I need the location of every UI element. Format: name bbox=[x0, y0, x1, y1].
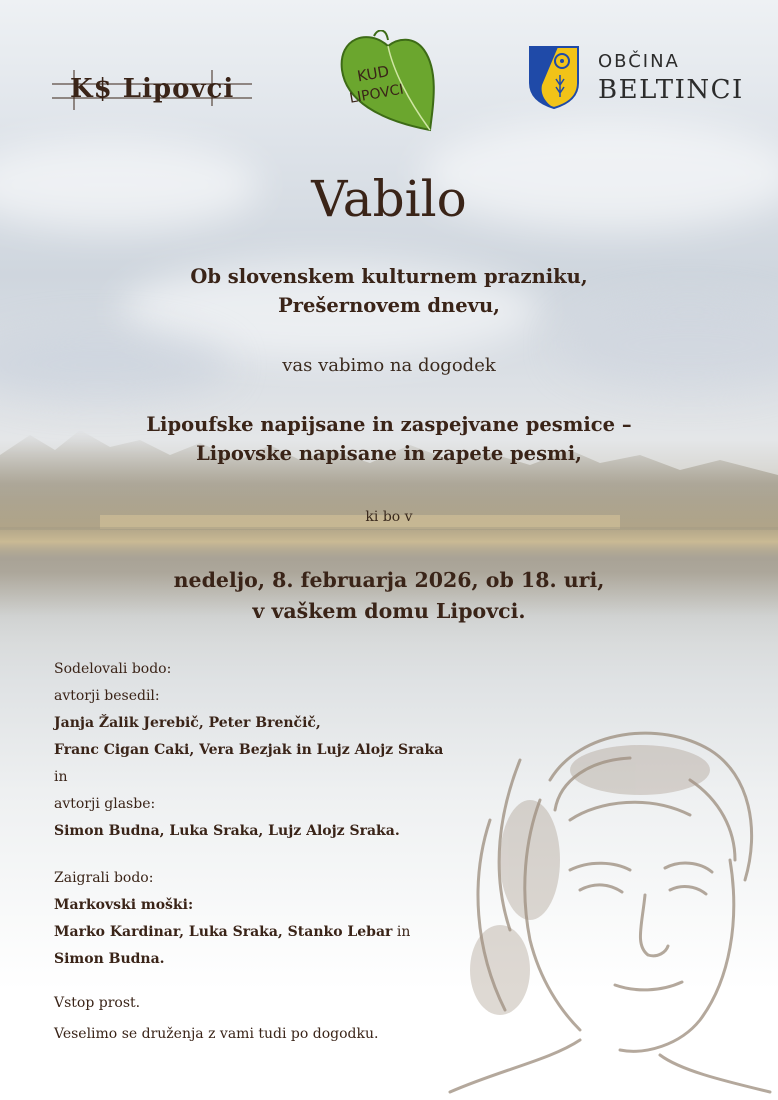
leaf-icon bbox=[338, 30, 438, 135]
invite-line: vas vabimo na dogodek bbox=[282, 355, 496, 376]
preseren-portrait-sketch bbox=[430, 720, 778, 1100]
closing-note: Veselimo se druženja z vami tudi po dogodku. bbox=[54, 1026, 379, 1042]
members-line-2: Simon Budna. bbox=[54, 951, 165, 967]
occasion-heading: Ob slovenskem kulturnem prazniku, Prešernovem dnevu, bbox=[190, 265, 588, 317]
authors-music-label: avtorji glasbe: bbox=[54, 796, 156, 812]
members-line: Marko Kardinar, Luka Sraka, Stanko Lebar in bbox=[54, 924, 411, 940]
event-name: Lipoufske napijsane in zaspejvane pesmice – Lipovske napisane in zapete pesmi, bbox=[146, 413, 632, 465]
will-be-line: ki bo v bbox=[365, 509, 413, 525]
playing-label: Zaigrali bodo: bbox=[54, 870, 154, 886]
ks-lipovci-logo: K$ Lipovci bbox=[52, 70, 252, 110]
group-name: Markovski moški: bbox=[54, 897, 194, 913]
participating-label: Sodelovali bodo: bbox=[54, 661, 172, 677]
svg-text:KUD: KUD bbox=[355, 62, 391, 86]
credits-section bbox=[54, 656, 443, 1048]
svg-text:LIPOVCI: LIPOVCI bbox=[348, 81, 405, 107]
and-word: in bbox=[54, 769, 68, 785]
entry-note: Vstop prost. bbox=[54, 995, 141, 1011]
authors-music: Simon Budna, Luka Sraka, Lujz Alojz Sraka. bbox=[54, 823, 400, 839]
authors-text-line: Franc Cigan Caki, Vera Bezjak in Lujz Alojz Sraka bbox=[54, 742, 444, 758]
kud-lipovci-logo bbox=[338, 30, 438, 135]
obcina-beltinci-logo: OBČINA BELTINCI bbox=[528, 45, 748, 115]
authors-text-label: avtorji besedil: bbox=[54, 688, 160, 704]
authors-text-line: Janja Žalik Jerebič, Peter Brenčič, bbox=[54, 715, 321, 731]
logo-bar bbox=[0, 30, 778, 140]
page-title: Vabilo bbox=[311, 170, 467, 228]
event-date-place: nedeljo, 8. februarja 2026, ob 18. uri, v vaškem domu Lipovci. bbox=[173, 568, 605, 623]
beltinci-crest-icon bbox=[528, 45, 580, 109]
